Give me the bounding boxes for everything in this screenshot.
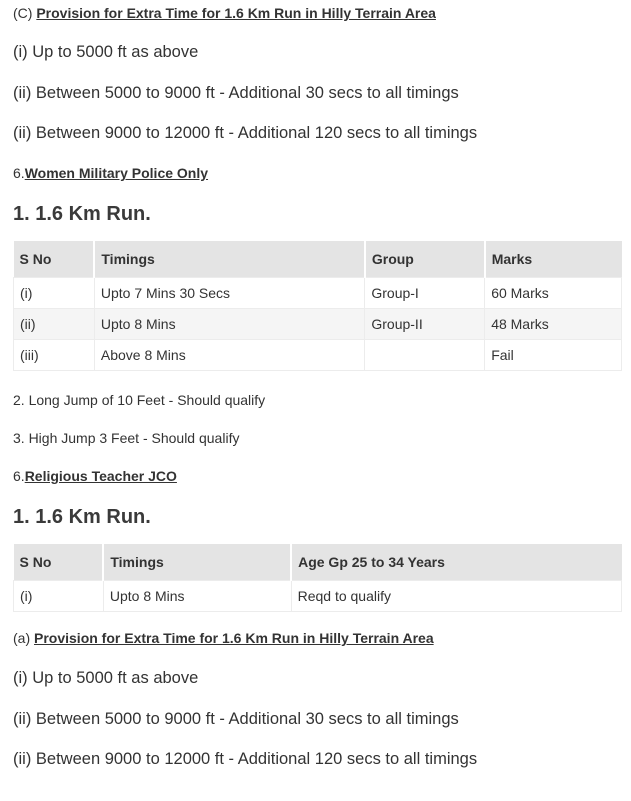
women-mp-table [13, 241, 622, 371]
col-header-timings: Timings [103, 544, 291, 581]
col-header-marks: Marks [485, 241, 622, 278]
section-c-prefix: (C) [13, 5, 37, 21]
col-header-group: Group [365, 241, 485, 278]
religious-teacher-title: Religious Teacher JCO [24, 468, 177, 484]
religious-teacher-run-heading: 1. 1.6 Km Run. [13, 506, 151, 528]
table-cell: 60 Marks [485, 278, 622, 309]
table-row [14, 309, 622, 340]
col-header-sno: S No [14, 241, 95, 278]
section-a-item-2: (ii) Between 5000 to 9000 ft - Additional 30 secs to all timings [13, 710, 459, 728]
table-cell: (ii) [14, 309, 95, 340]
table-cell: Above 8 Mins [94, 340, 364, 371]
table-cell: (iii) [14, 340, 95, 371]
table-cell: (i) [14, 581, 104, 612]
table-row [14, 581, 622, 612]
women-mp-heading [13, 165, 208, 181]
table-row [14, 340, 622, 371]
table-cell: Fail [485, 340, 622, 371]
table-row [14, 278, 622, 309]
section-a-item-3: (ii) Between 9000 to 12000 ft - Additional 120 secs to all timings [13, 750, 478, 768]
col-header-sno: S No [14, 544, 104, 581]
section-c-item-3: (ii) Between 9000 to 12000 ft - Additional 120 secs to all timings [13, 124, 478, 142]
section-a-heading [13, 630, 434, 646]
high-jump-text: 3. High Jump 3 Feet - Should qualify [13, 430, 240, 446]
table-cell: Reqd to qualify [291, 581, 621, 612]
religious-teacher-table [13, 544, 622, 612]
table-cell: 48 Marks [485, 309, 622, 340]
table-header-row [14, 241, 622, 278]
section-c-title: Provision for Extra Time for 1.6 Km Run in Hilly Terrain Area [36, 5, 436, 21]
section-a-title: Provision for Extra Time for 1.6 Km Run in Hilly Terrain Area [34, 630, 434, 646]
table-cell: (i) [14, 278, 95, 309]
table-cell: Upto 7 Mins 30 Secs [94, 278, 364, 309]
section-a-item-1: (i) Up to 5000 ft as above [13, 669, 199, 687]
col-header-age-group: Age Gp 25 to 34 Years [291, 544, 621, 581]
long-jump-text: 2. Long Jump of 10 Feet - Should qualify [13, 392, 266, 408]
table-cell: Group-I [365, 278, 485, 309]
religious-teacher-heading [13, 468, 177, 484]
table-cell: Upto 8 Mins [94, 309, 364, 340]
section-c-heading [13, 5, 436, 21]
women-mp-run-heading: 1. 1.6 Km Run. [13, 203, 151, 225]
women-mp-title: Women Military Police Only [24, 165, 209, 181]
section-c-item-2: (ii) Between 5000 to 9000 ft - Additional 30 secs to all timings [13, 84, 459, 102]
women-mp-number: 6. [13, 165, 25, 181]
table-header-row [14, 544, 622, 581]
table-cell: Upto 8 Mins [103, 581, 291, 612]
religious-teacher-number: 6. [13, 468, 25, 484]
table-cell [365, 340, 485, 371]
table-cell: Group-II [365, 309, 485, 340]
section-c-item-1: (i) Up to 5000 ft as above [13, 43, 199, 61]
col-header-timings: Timings [94, 241, 364, 278]
section-a-prefix: (a) [13, 630, 34, 646]
